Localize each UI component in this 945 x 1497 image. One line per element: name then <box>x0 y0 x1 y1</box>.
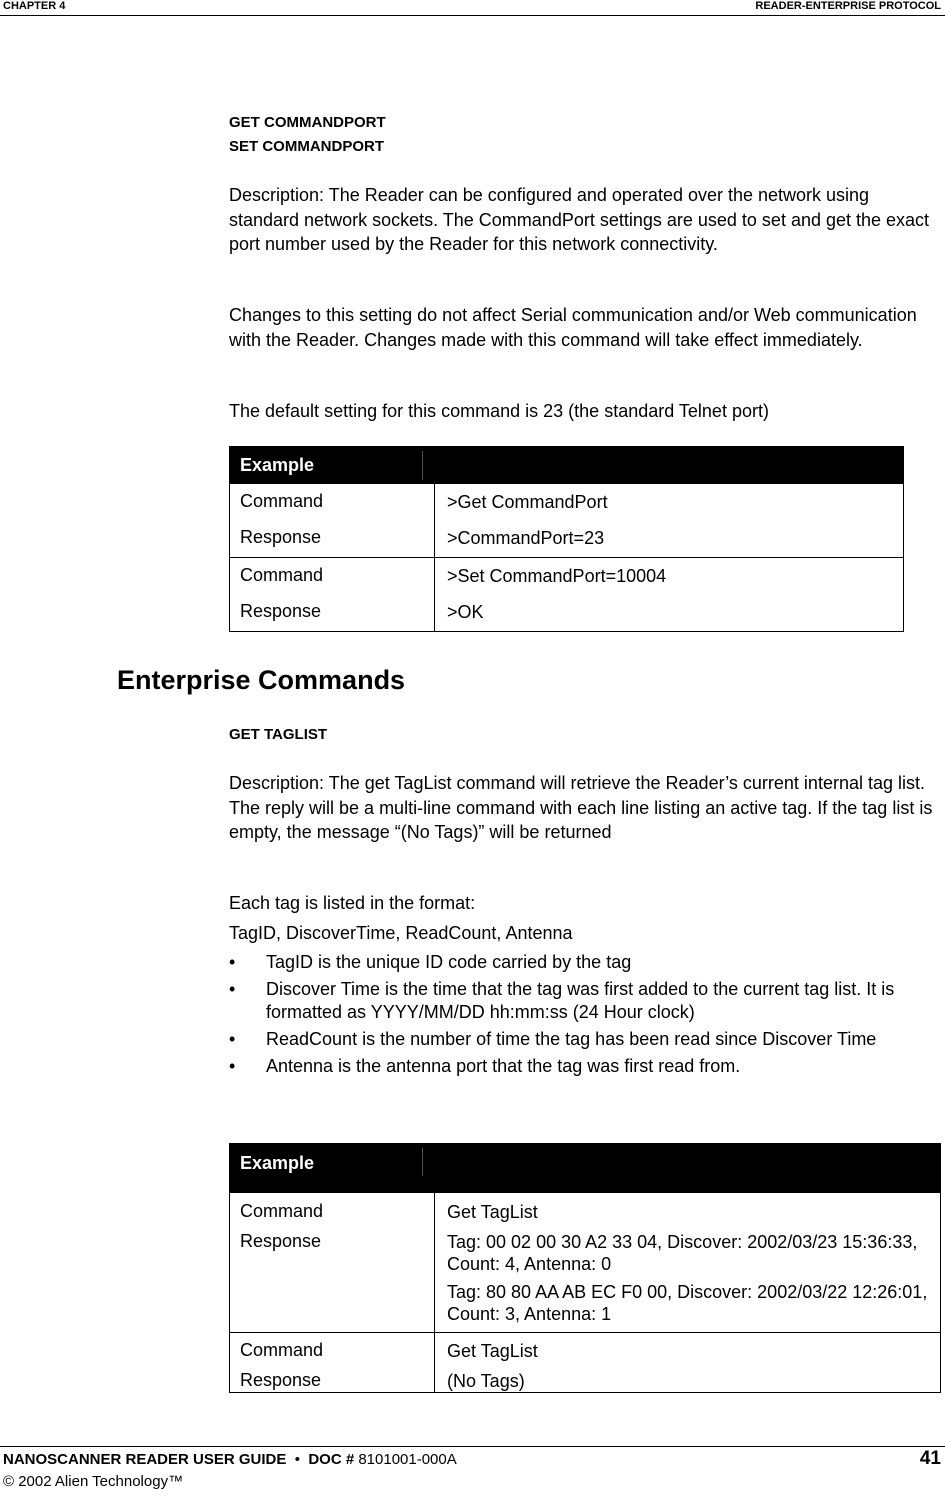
footer-guide-line <box>3 1451 457 1468</box>
bullet-icon: • <box>229 1029 236 1049</box>
row-label: Response <box>240 1370 322 1390</box>
list-item-text: Discover Time is the time that the tag was first added to the current tag list. It is formatted as YYYY/MM/DD hh:mm:ss (24 Hour clock) <box>266 979 895 1022</box>
list-item <box>229 1055 939 1078</box>
row-value: >OK <box>447 602 484 622</box>
row-label: Response <box>240 601 322 621</box>
row-label: Command <box>240 491 324 511</box>
table-column-divider <box>434 1193 435 1392</box>
table-row-divider <box>230 557 903 558</box>
taglist-example-table <box>229 1143 941 1393</box>
table-row-divider <box>230 1332 940 1333</box>
doc-number: 8101001-000A <box>358 1451 457 1468</box>
response-line: Count: 3, Antenna: 1 <box>447 1304 612 1324</box>
row-value: (No Tags) <box>447 1371 525 1391</box>
list-item-text: ReadCount is the number of time the tag has been read since Discover Time <box>266 1029 877 1049</box>
row-value: Get TagList <box>447 1341 538 1361</box>
section-label: READER-ENTERPRISE PROTOCOL <box>755 0 941 12</box>
row-value: Get TagList <box>447 1202 538 1222</box>
commandport-changes: Changes to this setting do not affect Serial communication and/or Web communication with the Reader. Changes made with this command will take effect immediately. <box>229 305 917 350</box>
row-label: Response <box>240 1231 322 1251</box>
commandport-default: The default setting for this command is 23 (the standard Telnet port) <box>229 401 769 421</box>
row-value: >Set CommandPort=10004 <box>447 566 667 586</box>
row-value <box>447 1231 927 1325</box>
bullet-icon: • <box>229 1056 236 1076</box>
row-value: >Get CommandPort <box>447 492 608 512</box>
list-item-text: TagID is the unique ID code carried by the tag <box>266 952 632 972</box>
format-spec: TagID, DiscoverTime, ReadCount, Antenna <box>229 923 573 943</box>
copyright: © 2002 Alien Technology™ <box>3 1473 184 1490</box>
row-value: >CommandPort=23 <box>447 528 605 548</box>
response-line: Tag: 80 80 AA AB EC F0 00, Discover: 2002/03/22 12:26:01, <box>447 1282 928 1302</box>
commandport-description: Description: The Reader can be configured and operated over the network using standard network sockets. The CommandPort settings are used to set and get the exact port number used by the Reader for this network connectivity. <box>229 185 930 254</box>
table-header <box>230 447 903 484</box>
chapter-label: CHAPTER 4 <box>3 0 66 12</box>
footer-rule <box>0 1446 945 1447</box>
header-rule <box>0 15 945 16</box>
table-header-label: Example <box>240 1153 315 1173</box>
format-intro: Each tag is listed in the format: <box>229 893 476 913</box>
table-header-divider <box>422 1148 423 1176</box>
commandport-example-table <box>229 446 904 632</box>
bullet-icon: • <box>229 979 236 999</box>
row-label: Response <box>240 527 322 547</box>
doc-label: DOC # <box>308 1451 355 1468</box>
row-label: Command <box>240 1201 324 1221</box>
table-header <box>230 1144 940 1193</box>
response-line: Tag: 00 02 00 30 A2 33 04, Discover: 2002/03/23 15:36:33, <box>447 1232 918 1252</box>
list-item <box>229 951 939 974</box>
response-line: Count: 4, Antenna: 0 <box>447 1254 612 1274</box>
page-number: 41 <box>919 1448 941 1469</box>
enterprise-commands-heading: Enterprise Commands <box>117 665 406 695</box>
format-bullet-list <box>229 951 939 1082</box>
taglist-description: Description: The get TagList command will retrieve the Reader’s current internal tag list. The reply will be a multi-line command with each line listing an active tag. If the tag list is empty, the message “(No Tags)” will be returned <box>229 773 933 842</box>
table-header-label: Example <box>240 455 315 475</box>
set-commandport-title: SET COMMANDPORT <box>229 138 384 155</box>
guide-title: NANOSCANNER READER USER GUIDE <box>3 1451 287 1468</box>
get-taglist-title: GET TAGLIST <box>229 726 328 743</box>
list-item-text: Antenna is the antenna port that the tag was first read from. <box>266 1056 741 1076</box>
get-commandport-title: GET COMMANDPORT <box>229 114 386 131</box>
list-item <box>229 978 939 1024</box>
bullet-icon: • <box>229 952 236 972</box>
list-item <box>229 1028 939 1051</box>
row-label: Command <box>240 565 324 585</box>
table-header-divider <box>422 451 423 480</box>
footer-bullet: • <box>294 1451 300 1468</box>
row-label: Command <box>240 1340 324 1360</box>
